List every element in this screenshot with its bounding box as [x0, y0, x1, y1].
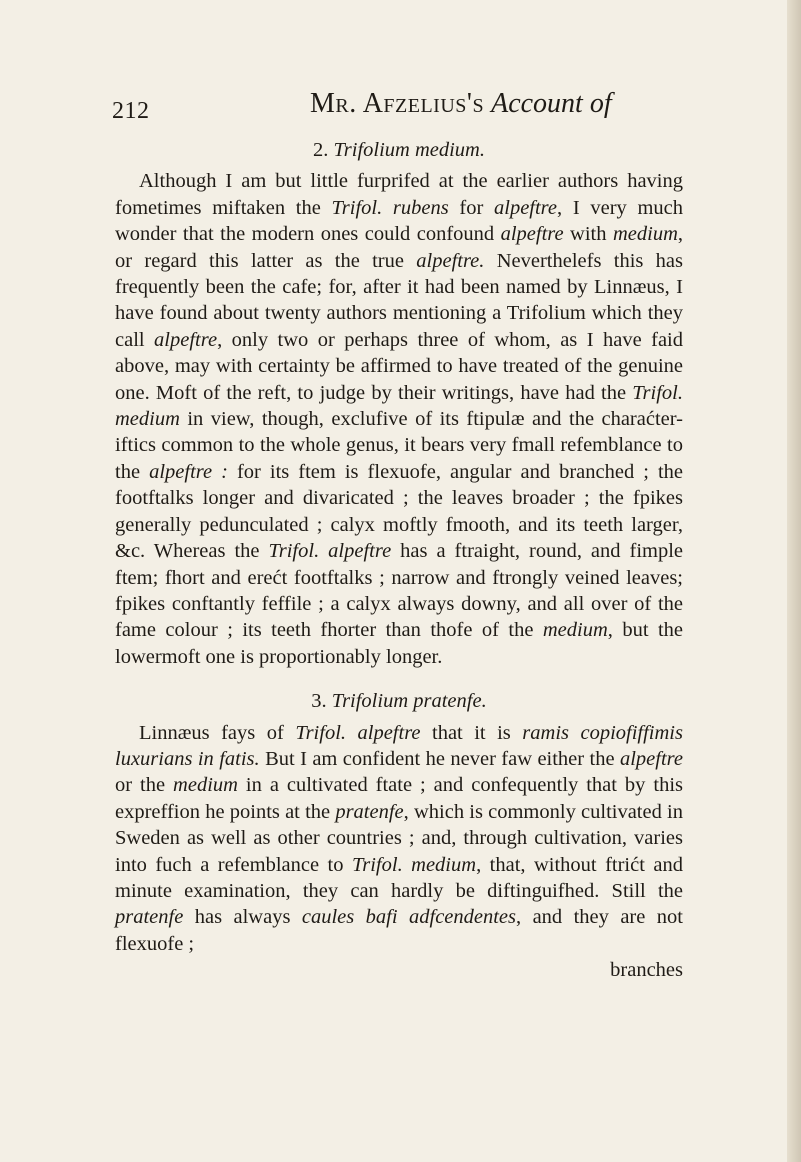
text-run: Linnæus fays of: [139, 721, 296, 744]
italic-run: ramis copiofiffimis luxurians in fatis.: [115, 721, 683, 770]
text-run: in a cultivated ftate ; and confequently that by this expreffion he points at the: [115, 774, 683, 823]
body-text: [115, 137, 683, 984]
italic-run: Trifol. medium: [115, 381, 683, 431]
italic-run: alpeftre: [500, 223, 564, 246]
text-run: Although I am but little furprifed at the earlier authors having fometimes miftaken the: [115, 170, 683, 219]
italic-run: alpeftre: [494, 196, 558, 219]
text-run: , and they are not flexuofe ;: [115, 906, 683, 955]
running-title: [310, 88, 612, 120]
text-run: or the: [115, 774, 174, 797]
text-run: in view, though, exclufive of its ftipulæ and the charaćter-iftics common to the whole genus, it bears very fmall refemblance to the: [115, 408, 683, 483]
text-run: , or regard this latter as the true: [115, 223, 683, 272]
italic-run: Trifol. rubens: [331, 196, 449, 219]
paragraph-1: [115, 168, 683, 670]
text-run: , only two or perhaps three of whom, as I have faid above, may with certainty be affirmed to have treated of the genuine one. Moft of the reft, to judge by their writings, have had the: [115, 328, 684, 404]
text-run: that it is: [420, 721, 523, 744]
text-run: , that, without ftrićt and minute examination, they can hardly be diftinguifhed. Still the: [115, 853, 683, 902]
italic-run: pratenfe: [335, 800, 404, 823]
text-run: Neverthelefs this has frequently been the cafe; for, after it had been named by Linnæus, I have found about twenty authors mentioning a Trifolium which they call: [115, 249, 683, 351]
italic-run: Trifol. alpeftre: [268, 540, 392, 563]
italic-run: alpeftre: [154, 328, 218, 351]
italic-run: alpeftre :: [149, 460, 228, 483]
text-run: , I very much wonder that the modern ones could confound: [115, 196, 683, 246]
running-title-italic: Account of: [491, 88, 612, 119]
italic-run: Trifol. medium: [351, 853, 477, 876]
italic-run: Trifol. alpeftre: [295, 721, 421, 744]
italic-run: medium: [173, 774, 238, 797]
text-run: with: [563, 223, 613, 246]
italic-run: alpeftre.: [416, 249, 485, 272]
paragraph-2: [115, 720, 683, 958]
text-run: has a ftraight, round, and fimple ftem; fhort and erećt footftalks ; narrow and ftrongly veined leaves; fpikes conftantly feffile ; a calyx always downy, and all over of the fame colour ; its teeth fhorter than thofe of the: [115, 540, 684, 642]
section-gap: [115, 670, 683, 688]
running-head: [112, 88, 712, 128]
italic-run: pratenfe: [115, 906, 184, 929]
text-run: But I am confident he never faw either the: [259, 747, 620, 770]
text-run: , but the lowermoft one is proportionably longer.: [115, 619, 683, 668]
italic-run: medium: [542, 619, 608, 642]
italic-run: alpeftre: [619, 747, 683, 770]
section-title: Trifolium pratenfe.: [331, 690, 487, 713]
page-edge-shadow: [787, 0, 801, 1162]
text-run: , which is commonly cultivated in Sweden as well as other countries ; and, through cultivation, varies into fuch a refemblance to: [115, 800, 683, 876]
italic-run: caules bafi adfcendentes: [301, 906, 517, 929]
catchword: branches: [610, 959, 683, 982]
italic-run: medium: [612, 223, 678, 246]
section-heading-3: [115, 688, 683, 714]
text-run: for: [448, 196, 494, 219]
section-title: Trifolium medium.: [333, 139, 485, 161]
text-run: has always: [183, 906, 302, 929]
text-run: for its ftem is flexuofe, angular and branched ; the footftalks longer and divaricated ; the leaves broader ; the fpikes generally pedunculated ; calyx moftly fmooth, and its teeth larger, &c. Whereas the: [115, 460, 684, 563]
page-number: 212: [112, 98, 150, 124]
section-number: 2.: [313, 139, 329, 161]
running-title-author: Mr. Afzelius's: [310, 88, 485, 119]
section-number: 3.: [311, 690, 327, 713]
section-heading-2: [115, 137, 683, 163]
